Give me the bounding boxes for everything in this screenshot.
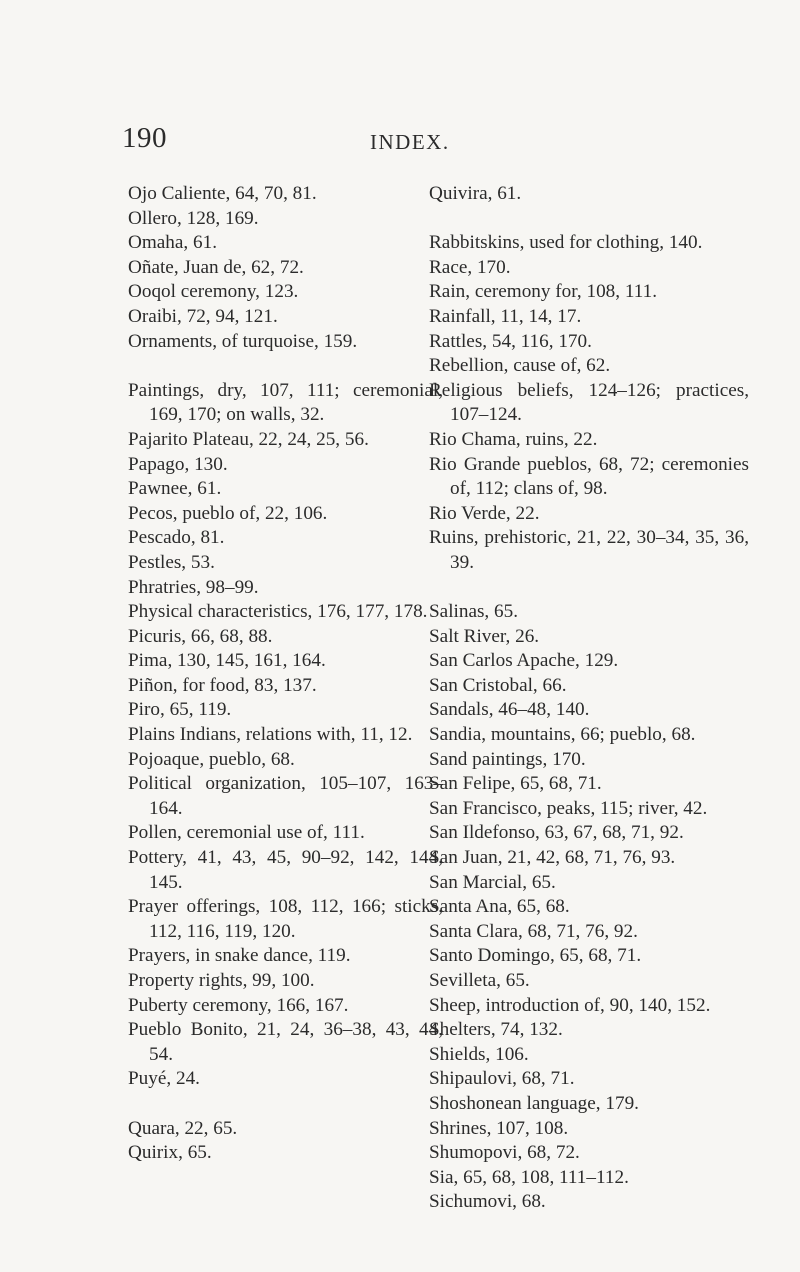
index-entry: Property rights, 99, 100. <box>128 970 315 991</box>
index-entry: Ojo Caliente, 64, 70, 81. <box>128 183 317 204</box>
index-entry: Plains Indians, relations with, 11, 12. <box>128 724 413 746</box>
index-entry: San Francisco, peaks, 115; river, 42. <box>429 797 708 819</box>
index-entry: Sevilleta, 65. <box>429 970 530 991</box>
index-entry: Picuris, 66, 68, 88. <box>128 625 273 647</box>
index-entry: Santa Clara, 68, 71, 76, 92. <box>429 920 638 942</box>
index-entry: Sandia, mountains, 66; pueblo, 68. <box>429 724 696 746</box>
index-entry: Piñon, for food, 83, 137. <box>128 674 317 696</box>
index-entry: Pecos, pueblo of, 22, 106. <box>128 502 328 524</box>
index-entry: Prayers, in snake dance, 119. <box>128 945 351 967</box>
index-entry: Pojoaque, pueblo, 68. <box>128 748 295 770</box>
index-entry: Ornaments, of turquoise, 159. <box>128 330 358 352</box>
index-entry: Sandals, 46–48, 140. <box>429 699 590 721</box>
section-gap <box>429 207 749 232</box>
index-entry: Pima, 130, 145, 161, 164. <box>128 650 326 672</box>
index-entry: Political organization, 105–107, 163–164. <box>128 773 443 819</box>
section-gap <box>128 1092 443 1117</box>
index-entry: Pajarito Plateau, 22, 24, 25, 56. <box>128 428 369 450</box>
index-entry: Shields, 106. <box>429 1043 529 1065</box>
index-entry: Race, 170. <box>429 256 511 278</box>
index-entry: Ollero, 128, 169. <box>128 207 259 229</box>
page-number: 190 <box>122 122 167 154</box>
index-entry: Sia, 65, 68, 108, 111–112. <box>429 1166 629 1188</box>
index-entry: Oraibi, 72, 94, 121. <box>128 305 278 327</box>
index-entry: Paintings, dry, 107, 111; ceremonial, 169, 170; on walls, 32. <box>128 379 443 426</box>
index-entry: Pawnee, 61. <box>128 478 222 500</box>
index-entry: Shrines, 107, 108. <box>429 1117 569 1139</box>
index-entry: Sand paintings, 170. <box>429 748 586 770</box>
index-entry: Quivira, 61. <box>429 183 522 204</box>
section-gap <box>128 354 443 379</box>
index-entry: Phratries, 98–99. <box>128 576 259 598</box>
section-gap <box>429 576 749 601</box>
index-entry: Salt River, 26. <box>429 625 540 647</box>
index-entry: Rio Verde, 22. <box>429 502 540 524</box>
index-entry: San Ildefonso, 63, 67, 68, 71, 92. <box>429 822 684 844</box>
index-entry: San Carlos Apache, 129. <box>429 650 619 672</box>
index-entry: Santa Ana, 65, 68. <box>429 896 570 918</box>
index-entry: Rio Chama, ruins, 22. <box>429 428 598 450</box>
index-entry: Rainfall, 11, 14, 17. <box>429 305 582 327</box>
index-entry: Shelters, 74, 132. <box>429 1019 563 1041</box>
index-entry: Ruins, prehistoric, 21, 22, 30–34, 35, 36, 39. <box>429 527 749 573</box>
index-entry: Piro, 65, 119. <box>128 699 232 721</box>
index-entry: San Juan, 21, 42, 68, 71, 76, 93. <box>429 847 676 869</box>
index-entry: Pestles, 53. <box>128 551 215 573</box>
index-entry: Sheep, introduction of, 90, 140, 152. <box>429 994 711 1016</box>
index-entry: Oñate, Juan de, 62, 72. <box>128 256 304 278</box>
index-entry: San Cristobal, 66. <box>429 674 567 696</box>
index-entry: Religious beliefs, 124–126; practices, 107–124. <box>429 379 749 426</box>
index-entry: Rio Grande pueblos, 68, 72; ceremonies of, 112; clans of, 98. <box>429 453 749 500</box>
index-entry: Physical characteristics, 176, 177, 178. <box>128 601 428 623</box>
index-entry: Omaha, 61. <box>128 232 217 254</box>
index-entry: Quirix, 65. <box>128 1142 212 1164</box>
index-entry: Puyé, 24. <box>128 1068 200 1090</box>
index-entry: San Felipe, 65, 68, 71. <box>429 773 602 795</box>
index-entry: Pescado, 81. <box>128 527 225 549</box>
index-entry: Salinas, 65. <box>429 601 519 623</box>
index-entry: Quara, 22, 65. <box>128 1117 238 1139</box>
index-column-right <box>429 182 749 1215</box>
index-entry: Rabbitskins, used for clothing, 140. <box>429 232 703 254</box>
index-entry: Prayer offerings, 108, 112, 166; sticks, 112, 116, 119, 120. <box>128 896 443 942</box>
index-entry: Santo Domingo, 65, 68, 71. <box>429 945 642 967</box>
index-column-left <box>128 182 443 1166</box>
index-entry: Rattles, 54, 116, 170. <box>429 330 592 352</box>
running-head: INDEX. <box>370 130 450 154</box>
index-entry: Pottery, 41, 43, 45, 90–92, 142, 144, 145. <box>128 847 443 893</box>
index-entry: Sichumovi, 68. <box>429 1191 546 1213</box>
index-entry: Papago, 130. <box>128 453 228 475</box>
index-entry: Rain, ceremony for, 108, 111. <box>429 281 658 303</box>
index-entry: Pollen, ceremonial use of, 111. <box>128 822 365 844</box>
index-entry: Rebellion, cause of, 62. <box>429 355 611 377</box>
index-entry: Shumopovi, 68, 72. <box>429 1142 580 1164</box>
index-entry: Puberty ceremony, 166, 167. <box>128 994 349 1016</box>
index-entry: Ooqol ceremony, 123. <box>128 281 299 303</box>
index-entry: Shoshonean language, 179. <box>429 1092 639 1114</box>
index-entry: Pueblo Bonito, 21, 24, 36–38, 43, 44, 54. <box>128 1019 443 1065</box>
index-entry: Shipaulovi, 68, 71. <box>429 1068 575 1090</box>
index-entry: San Marcial, 65. <box>429 871 556 893</box>
